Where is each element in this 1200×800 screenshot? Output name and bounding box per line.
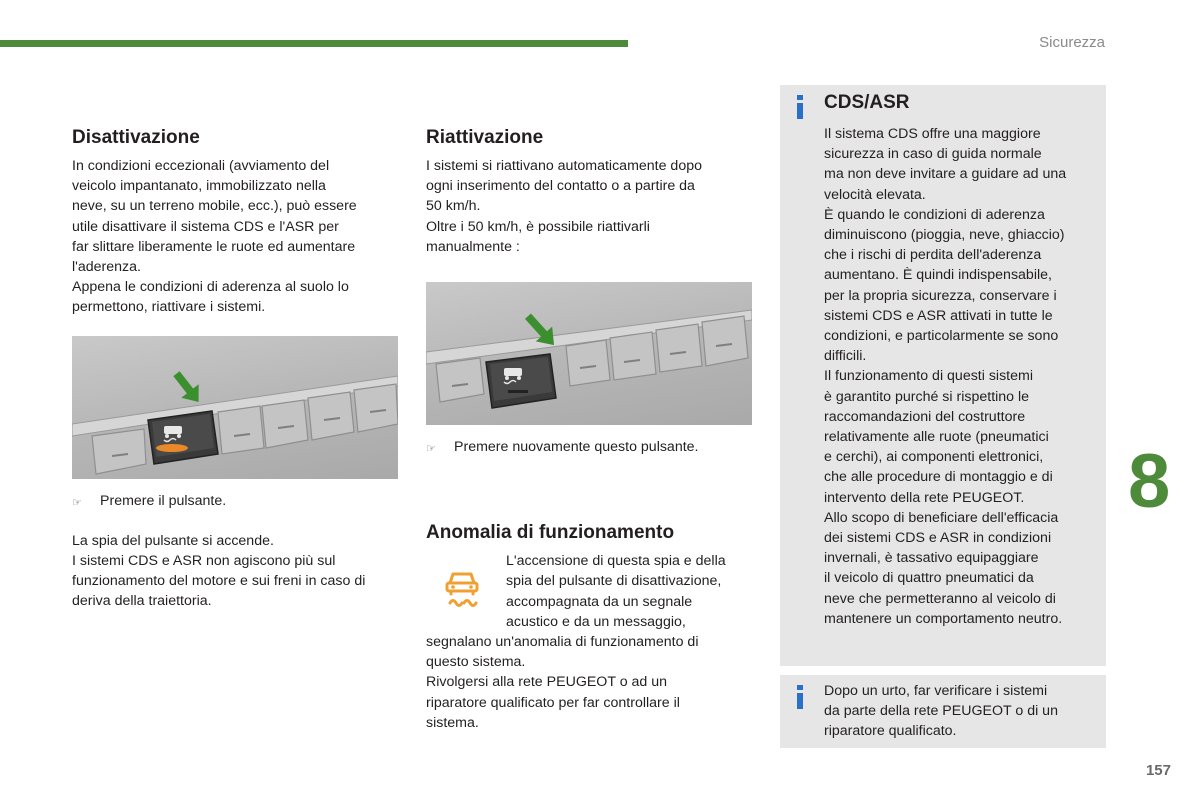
text-line: far slittare liberamente le ruote ed aumentare — [72, 238, 356, 255]
disattivazione-heading: Disattivazione — [72, 127, 200, 148]
riattivazione-heading: Riattivazione — [426, 127, 544, 148]
text-line: relativamente alle ruote (pneumatici — [824, 429, 1049, 446]
text-line: che i rischi di perdita dell'aderenza — [824, 247, 1042, 264]
text-line: Il funzionamento di questi sistemi — [824, 368, 1033, 385]
text-line: condizioni, e particolarmente se sono — [824, 328, 1059, 345]
text-line: sistemi CDS e ASR attivati in tutte le — [824, 307, 1053, 324]
pointing-hand-icon: ☞ — [72, 496, 82, 509]
info-box-title: CDS/ASR — [824, 92, 910, 113]
text-line: spia del pulsante di disattivazione, — [506, 573, 722, 590]
section-title: Sicurezza — [1039, 34, 1105, 51]
info-box-text — [824, 681, 1088, 742]
text-line: difficili. — [824, 348, 867, 365]
text-line: manualmente : — [426, 238, 520, 255]
disattivazione-result — [72, 531, 402, 612]
text-line: diminuiscono (pioggia, neve, ghiaccio) — [824, 227, 1065, 244]
dashboard-switch-illustration — [426, 282, 752, 425]
text-line: In condizioni eccezionali (avviamento del — [72, 158, 330, 174]
text-line: da parte della rete PEUGEOT o di un — [824, 703, 1058, 720]
anomalia-heading: Anomalia di funzionamento — [426, 522, 675, 544]
text-line: neve, su un terreno mobile, ecc.), può essere — [72, 198, 357, 215]
page-number: 157 — [1145, 762, 1171, 779]
disattivazione-section — [72, 126, 402, 612]
disattivazione-body — [72, 156, 402, 318]
text-line: per la propria sicurezza, conservare i — [824, 287, 1057, 304]
text-line: Rivolgersi alla rete PEUGEOT o ad un — [426, 674, 668, 691]
text-line: funzionamento del motore e sui freni in caso di — [72, 573, 366, 590]
text-line: I sistemi CDS e ASR non agiscono più sul — [72, 553, 336, 570]
text-line: deriva della traiettoria. — [72, 593, 212, 610]
text-line: utile disattivare il sistema CDS e l'ASR per — [72, 218, 339, 235]
text-line: Dopo un urto, far verificare i sistemi — [824, 683, 1048, 699]
dashboard-switch-illustration — [72, 336, 398, 479]
bullet-item — [426, 437, 756, 459]
button-photo-deactivate — [72, 336, 398, 479]
riattivazione-body — [426, 156, 756, 257]
text-line: veicolo impantanato, immobilizzato nella — [72, 178, 326, 195]
button-photo-reactivate — [426, 282, 752, 425]
text-line: Appena le condizioni di aderenza al suolo lo — [72, 279, 349, 296]
text-line: dei sistemi CDS e ASR in condizioni — [824, 530, 1052, 547]
pointing-hand-icon: ☞ — [426, 443, 436, 456]
anomalia-body — [426, 551, 756, 733]
text-line: I sistemi si riattivano automaticamente dopo — [426, 158, 702, 174]
text-line: acustico e da un messaggio, — [506, 613, 686, 630]
text-line: accompagnata da un segnale — [506, 593, 693, 610]
text-line: permettono, riattivare i sistemi. — [72, 299, 266, 316]
after-impact-info-box — [780, 675, 1106, 748]
text-line: ogni inserimento del contatto o a partire da — [426, 178, 695, 195]
text-line: L'accensione di questa spia e della — [506, 553, 726, 570]
text-line: è garantito purché si rispettino le — [824, 388, 1030, 405]
text-line: ma non deve invitare a guidare ad una — [824, 166, 1067, 183]
text-line: che alle procedure di montaggio e di — [824, 469, 1053, 486]
text-line: segnalano un'anomalia di funzionamento di — [426, 634, 699, 651]
chapter-number: 8 — [1128, 439, 1171, 524]
bullet-text: Premere il pulsante. — [100, 492, 227, 509]
text-line: La spia del pulsante si accende. — [72, 532, 274, 549]
text-line: Il sistema CDS offre una maggiore — [824, 126, 1041, 142]
text-line: questo sistema. — [426, 654, 526, 671]
riattivazione-section — [426, 126, 756, 733]
text-line: 50 km/h. — [426, 198, 481, 215]
text-line: intervento della rete PEUGEOT. — [824, 489, 1025, 506]
text-line: e cerchi), ai componenti elettronici, — [824, 449, 1044, 466]
text-line: velocità elevata. — [824, 186, 926, 203]
text-line: raccomandazioni del costruttore — [824, 408, 1026, 425]
text-line: È quando le condizioni di aderenza — [824, 206, 1045, 223]
text-line: sistema. — [426, 714, 479, 731]
text-line: Allo scopo di beneficiare dell'efficacia — [824, 509, 1059, 526]
cds-asr-info-box — [780, 85, 1106, 666]
text-line: il veicolo di quattro pneumatici da — [824, 570, 1034, 587]
info-box-text — [824, 124, 1088, 629]
skid-warning-icon — [440, 563, 484, 607]
header-accent-bar — [0, 40, 628, 47]
bullet-text: Premere nuovamente questo pulsante. — [454, 439, 699, 456]
text-line: aumentano. È quindi indispensabile, — [824, 267, 1052, 284]
text-line: riparatore qualificato per far controllare il — [426, 694, 680, 711]
text-line: sicurezza in caso di guida normale — [824, 146, 1042, 163]
text-line: invernali, è tassativo equipaggiare — [824, 550, 1039, 567]
text-line: neve che permetteranno al veicolo di — [824, 590, 1056, 607]
info-icon — [795, 95, 805, 119]
info-icon — [795, 685, 805, 709]
text-line: Oltre i 50 km/h, è possibile riattivarli — [426, 218, 650, 235]
bullet-item — [72, 491, 402, 513]
text-line: riparatore qualificato. — [824, 723, 957, 740]
text-line: l'aderenza. — [72, 259, 141, 276]
text-line: mantenere un comportamento neutro. — [824, 610, 1063, 627]
